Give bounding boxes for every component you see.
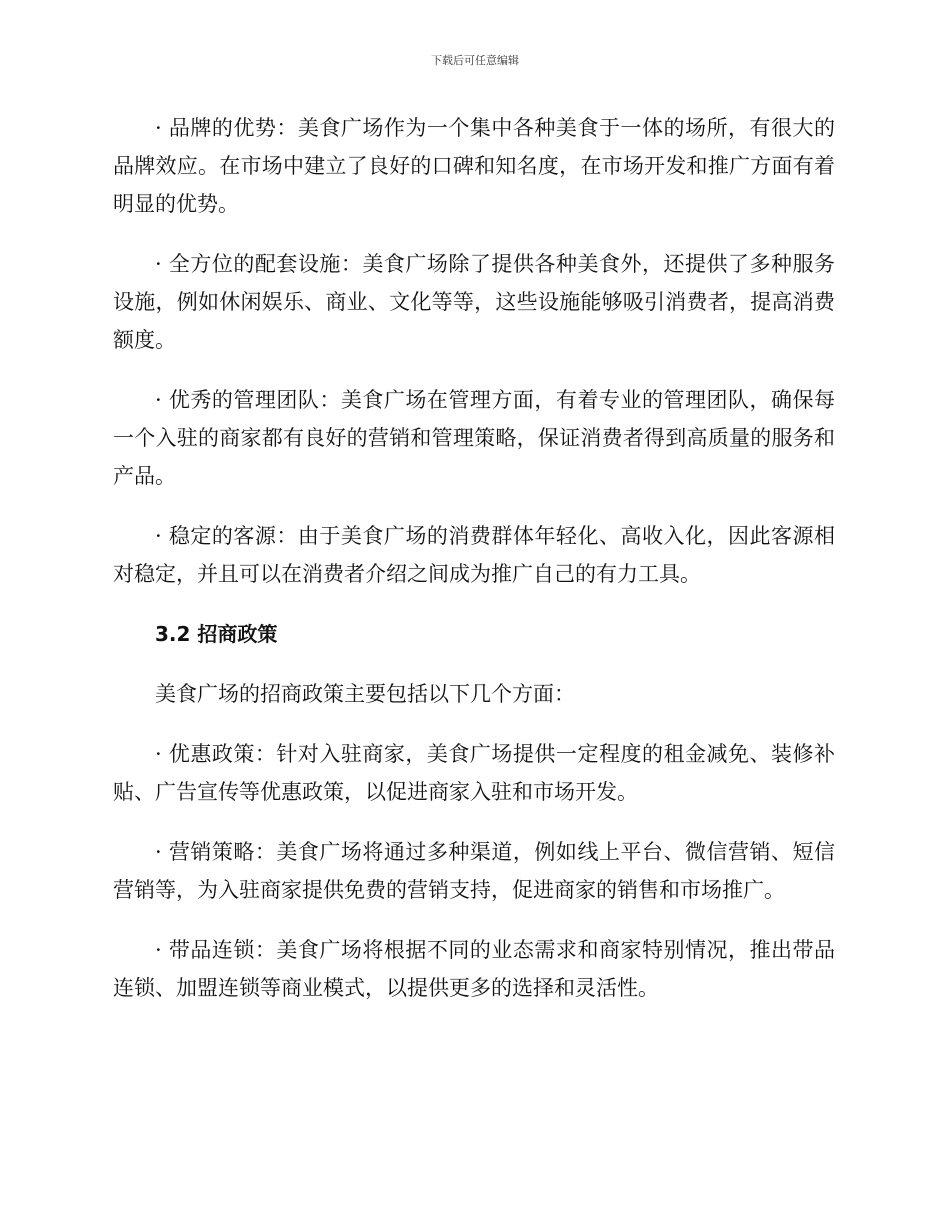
section-intro: 美食广场的招商政策主要包括以下几个方面：: [155, 682, 575, 706]
page-header: 下载后可任意编辑: [431, 54, 519, 67]
paragraph-marketing-strategy: · 营销策略：美食广场将通过多种渠道，例如线上平台、微信营销、短信营销等，为入驻商家提供免费的营销支持，促进商家的销售和市场推广。: [113, 840, 835, 902]
paragraph-stable-customers: · 稳定的客源：由于美食广场的消费群体年轻化、高收入化，因此客源相对稳定，并且可以在消费者介绍之间成为推广自己的有力工具。: [113, 524, 835, 586]
paragraph-preferential-policy: · 优惠政策：针对入驻商家，美食广场提供一定程度的租金减免、装修补贴、广告宣传等优惠政策，以促进商家入驻和市场开发。: [113, 742, 835, 804]
document-body: [113, 109, 835, 1029]
section-heading: 3.2 招商政策: [155, 622, 278, 646]
paragraph-facilities: · 全方位的配套设施：美食广场除了提供各种美食外，还提供了多种服务设施，例如休闲娱乐、商业、文化等等，这些设施能够吸引消费者，提高消费额度。: [113, 252, 835, 352]
paragraph-brand-advantage: · 品牌的优势：美食广场作为一个集中各种美食于一体的场所，有很大的品牌效应。在市场中建立了良好的口碑和知名度，在市场开发和推广方面有着明显的优势。: [113, 116, 835, 216]
paragraph-chain-model: · 带品连锁：美食广场将根据不同的业态需求和商家特别情况，推出带品连锁、加盟连锁等商业模式，以提供更多的选择和灵活性。: [113, 938, 835, 1000]
paragraph-management-team: · 优秀的管理团队：美食广场在管理方面，有着专业的管理团队，确保每一个入驻的商家都有良好的营销和管理策略，保证消费者得到高质量的服务和产品。: [113, 388, 835, 488]
